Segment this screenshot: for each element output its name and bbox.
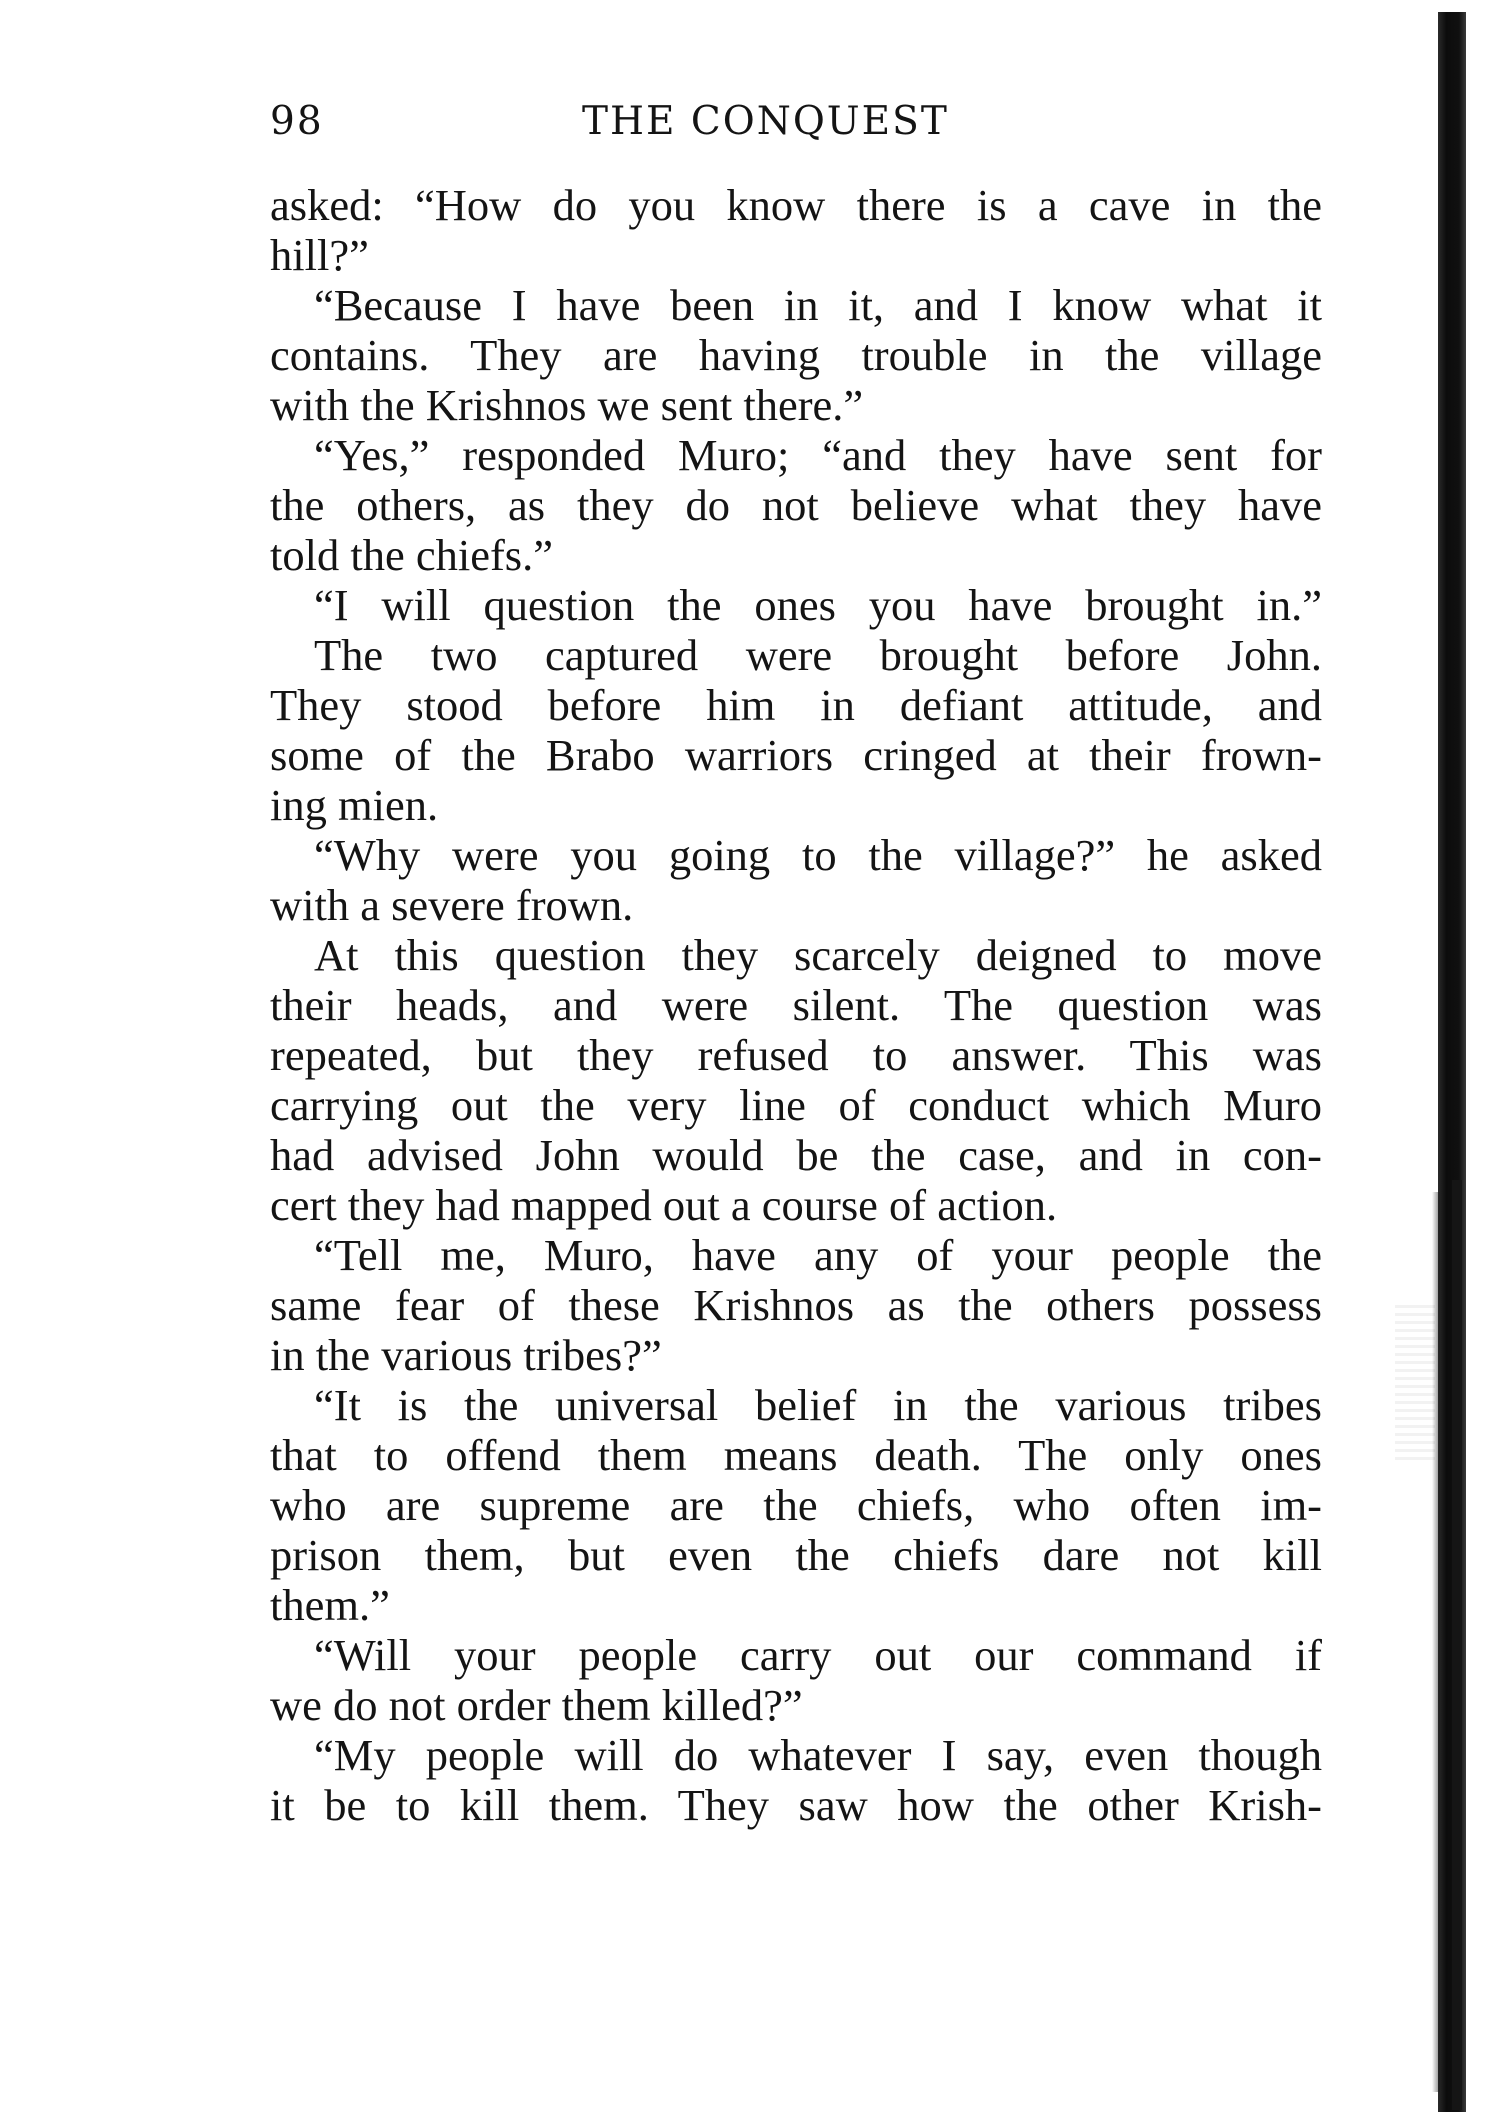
text-line: prison them, but even the chiefs dare not kill xyxy=(270,1530,1322,1580)
text-line: “Because I have been in it, and I know what it xyxy=(314,280,1322,330)
text-line: hill?” xyxy=(270,230,369,280)
text-line: “Yes,” responded Muro; “and they have sent for xyxy=(314,430,1322,480)
text-line: with the Krishnos we sent there.” xyxy=(270,380,864,430)
text-line: it be to kill them. They saw how the other Krish- xyxy=(270,1780,1322,1830)
text-line: They stood before him in defiant attitude, and xyxy=(270,680,1322,730)
text-line: “My people will do whatever I say, even though xyxy=(314,1730,1322,1780)
text-line: same fear of these Krishnos as the others possess xyxy=(270,1280,1322,1330)
text-line: “It is the universal belief in the various tribes xyxy=(314,1380,1322,1430)
text-line: “Tell me, Muro, have any of your people the xyxy=(314,1230,1322,1280)
text-line: with a severe frown. xyxy=(270,880,634,930)
text-line: some of the Brabo warriors cringed at their frown- xyxy=(270,730,1322,780)
text-line: “Will your people carry out our command if xyxy=(314,1630,1322,1680)
text-line: repeated, but they refused to answer. This was xyxy=(270,1030,1322,1080)
book-binding-edge-lower xyxy=(1452,1180,1462,2110)
text-line: carrying out the very line of conduct which Muro xyxy=(270,1080,1322,1130)
text-line: “I will question the ones you have brought in.” xyxy=(314,580,1322,630)
text-line: told the chiefs.” xyxy=(270,530,553,580)
text-line: the others, as they do not believe what they have xyxy=(270,480,1322,530)
text-line: in the various tribes?” xyxy=(270,1330,662,1380)
text-line: them.” xyxy=(270,1580,390,1630)
text-line: ing mien. xyxy=(270,780,439,830)
text-line: who are supreme are the chiefs, who often im- xyxy=(270,1480,1322,1530)
text-line: asked: “How do you know there is a cave in the xyxy=(270,180,1322,230)
text-line: had advised John would be the case, and in con- xyxy=(270,1130,1322,1180)
text-line: their heads, and were silent. The question was xyxy=(270,980,1322,1030)
body-text xyxy=(270,180,1322,1830)
text-line: “Why were you going to the village?” he asked xyxy=(314,830,1322,880)
text-line: that to offend them means death. The only ones xyxy=(270,1430,1322,1480)
page-number: 98 xyxy=(270,99,324,144)
running-head xyxy=(270,92,1320,152)
text-line: The two captured were brought before John. xyxy=(314,630,1322,680)
text-line: At this question they scarcely deigned to move xyxy=(314,930,1322,980)
text-line: cert they had mapped out a course of action. xyxy=(270,1180,1058,1230)
text-line: we do not order them killed?” xyxy=(270,1680,803,1730)
text-line: contains. They are having trouble in the village xyxy=(270,330,1322,380)
running-title: THE CONQUEST xyxy=(582,99,949,144)
paper-speckle xyxy=(1395,1300,1435,1460)
